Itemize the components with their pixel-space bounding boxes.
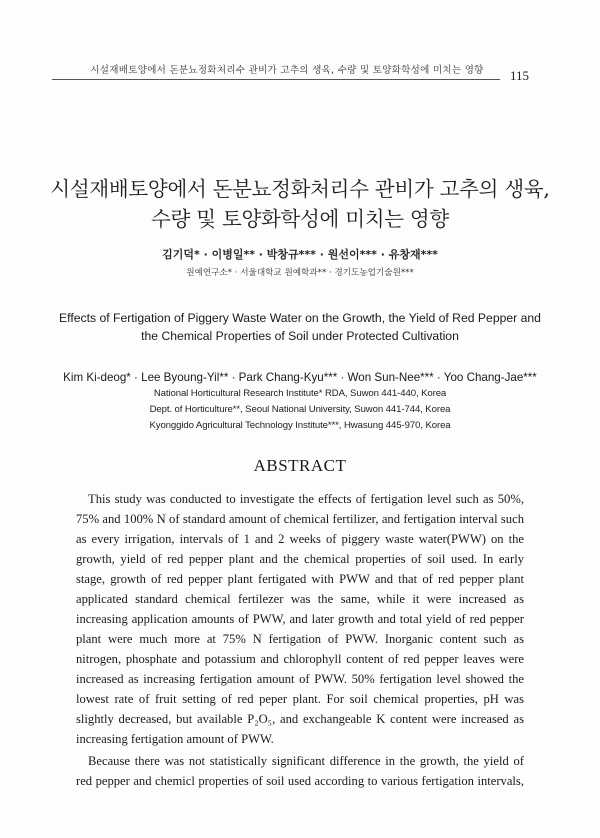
header-rule — [52, 79, 500, 80]
running-header: 시설재배토양에서 돈분뇨정화처리수 관비가 고추의 생육, 수량 및 토양화학성에 미치는 영향 — [90, 65, 484, 76]
abstract-line: nitrogen, phosphate and potassium and chlorophyll content of red pepper leaves were — [76, 652, 524, 666]
abstract-line: This study was conducted to investigate the effects of fertigation level such as 50%, — [88, 492, 524, 506]
english-title-line-2: the Chemical Properties of Soil under Protected Cultivation — [141, 329, 459, 343]
abstract-line: applicated standard chemical fertilezer was the same, while it were increased as — [76, 592, 524, 606]
abstract-heading: ABSTRACT — [253, 456, 347, 475]
english-affiliation-2: Dept. of Horticulture**, Seoul National University, Suwon 441-744, Korea — [149, 404, 451, 415]
abstract-line: 75% and 100% N of standard amount of chemical fertilizer, and fertigation interval such — [76, 512, 524, 526]
abstract-line: increasing application amounts of PWW, and later growth and total yield of red pepper — [76, 612, 524, 626]
english-affiliation-3: Kyonggido Agricultural Technology Institute***, Hwasung 445-970, Korea — [149, 420, 451, 431]
korean-affiliations: 원예연구소* · 서울대학교 원예학과** · 경기도농업기술원*** — [186, 268, 414, 278]
korean-title-line-2: 수량 및 토양화학성에 미치는 영향 — [151, 207, 449, 231]
page-number: 115 — [510, 68, 530, 83]
abstract-line: lowest rate of fruit setting of red peper plant. For soil chemical properties, pH was — [76, 692, 524, 706]
abstract-line: Because there was not statistically significant difference in the growth, the yield of — [88, 754, 524, 768]
abstract-line: slightly decreased, but available P₂O₅, and exchangeable K content were increased as — [76, 712, 524, 726]
abstract-line: increasing fertigation amount of PWW. — [76, 732, 274, 746]
abstract-line: as every irrigation, intervals of 1 and 2 weeks of piggery waste water(PWW) on the — [76, 532, 524, 546]
abstract-line: growth, yield of red pepper plant and the chemical properties of soil used. In early — [76, 552, 524, 566]
abstract-line: red pepper and chemicl properties of soil used according to various fertigation intervals, — [76, 774, 524, 788]
english-affiliation-1: National Horticultural Research Institute* RDA, Suwon 441-440, Korea — [153, 388, 447, 399]
abstract-line: stage, growth of red pepper plant fertigated with PWW and that of red pepper plant — [76, 572, 524, 586]
abstract-line: increased as increasing fertigation amount of PWW. 50% fertigation level showed the — [76, 672, 524, 686]
korean-authors: 김기덕* · 이병일** · 박창규*** · 원선이*** · 유창재*** — [162, 248, 438, 261]
english-title-line-1: Effects of Fertigation of Piggery Waste Water on the Growth, the Yield of Red Pepper and — [59, 311, 541, 325]
english-authors: Kim Ki-deog* · Lee Byoung-Yil** · Park Chang-Kyu*** · Won Sun-Nee*** · Yoo Chang-Jae*** — [63, 371, 537, 384]
korean-title-line-1: 시설재배토양에서 돈분뇨정화처리수 관비가 고추의 생육, — [50, 177, 550, 201]
abstract-line: plant were much more at 75% N fertigation of PWW. Inorganic content such as — [76, 632, 524, 646]
